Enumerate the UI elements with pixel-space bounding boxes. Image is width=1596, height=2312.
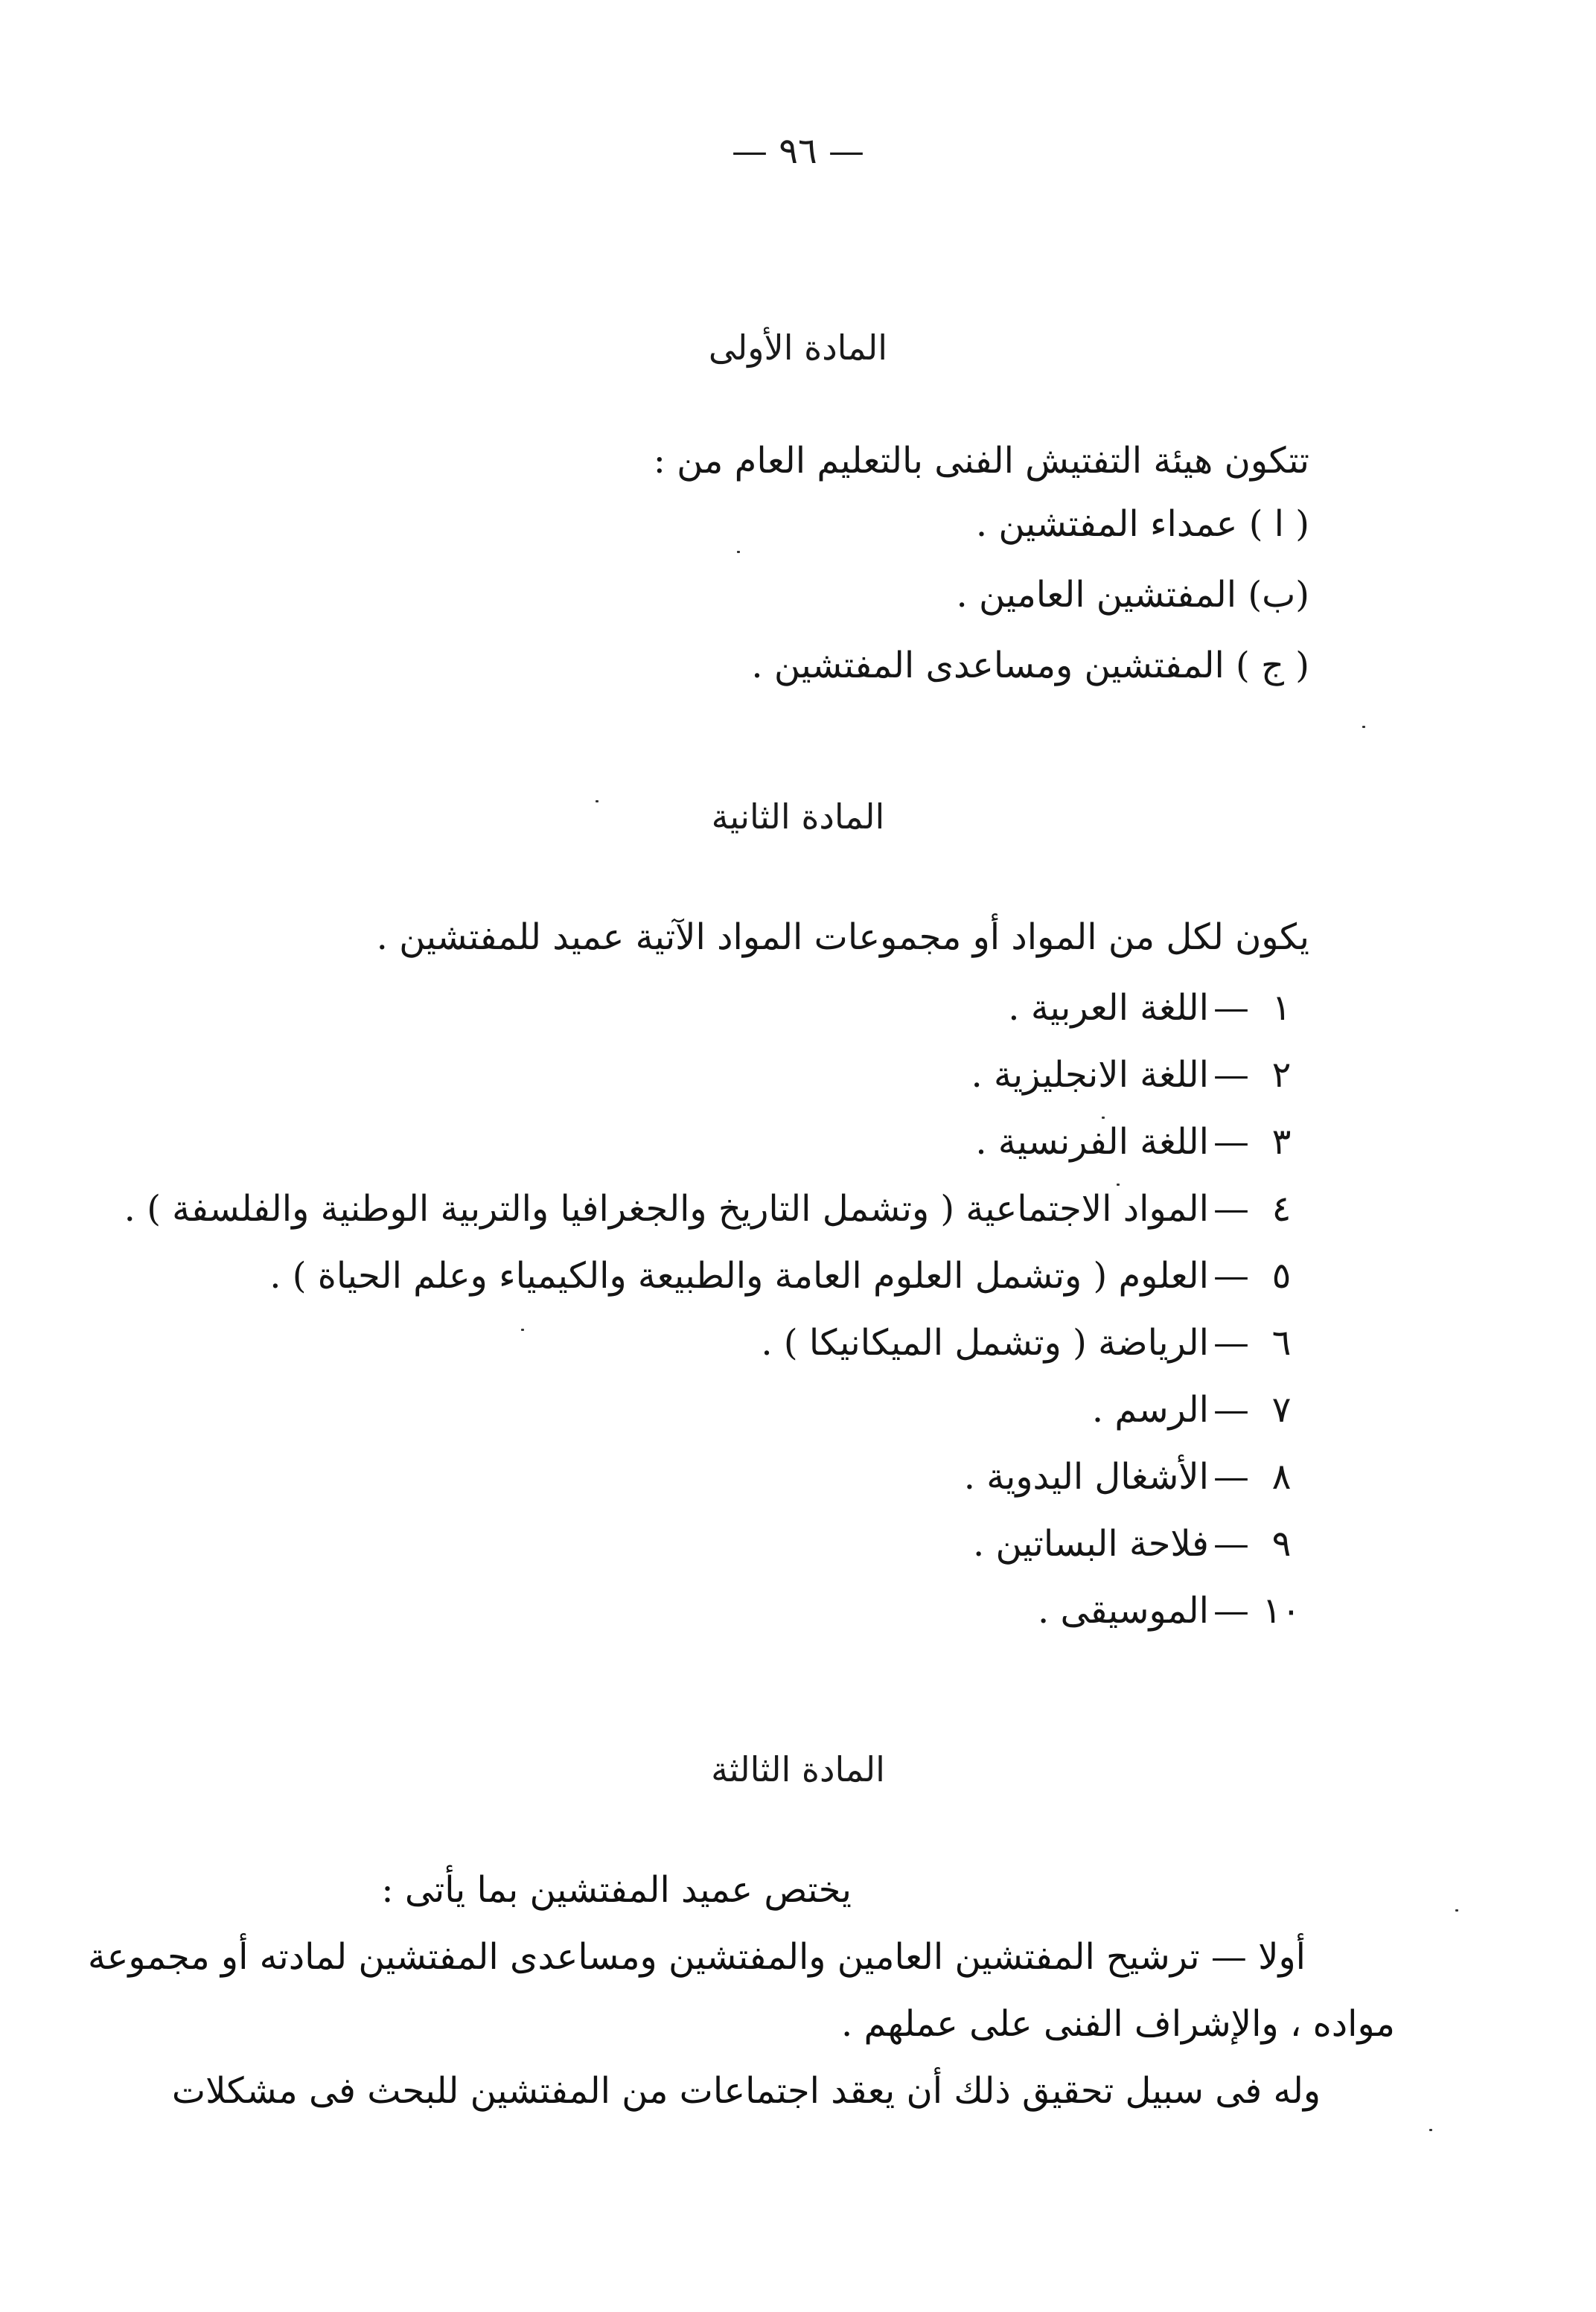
article-3-line-1: أولا — ترشيح المفتشين العامين والمفتشين ومساعدى المفتشين لمادته أو مجموعة — [88, 1936, 1306, 1978]
scan-speck — [596, 800, 598, 802]
scan-speck — [1455, 1909, 1458, 1912]
article-2-item — [1091, 1389, 1309, 1431]
article-1-intro: تتكون هيئة التفتيش الفنى بالتعليم العام من : — [653, 440, 1309, 482]
article-3-line-3: وله فى سبيل تحقيق ذلك أن يعقد اجتماعات من المفتشين للبحث فى مشكلات — [171, 2070, 1321, 2112]
article-2-item — [975, 1121, 1309, 1163]
item-number: ٧ — [1271, 1389, 1292, 1431]
scan-speck — [737, 551, 740, 553]
article-2-item — [1008, 987, 1309, 1029]
article-3-title: المادة الثالثة — [711, 1749, 885, 1789]
item-dash-icon: — — [1213, 1255, 1249, 1297]
item-text: اللغة العربية . — [1008, 987, 1209, 1029]
article-2-item — [124, 1188, 1309, 1230]
item-text: المواد الاجتماعية ( وتشمل التاريخ والجغرافيا والتربية الوطنية والفلسفة ) . — [124, 1188, 1209, 1230]
item-dash-icon: — — [1213, 1590, 1249, 1632]
scan-speck — [1102, 1117, 1105, 1119]
item-text: العلوم ( وتشمل العلوم العامة والطبيعة والكيمياء وعلم الحياة ) . — [269, 1255, 1209, 1297]
item-number: ٢ — [1271, 1054, 1292, 1096]
item-number: ٩ — [1271, 1523, 1292, 1565]
item-text: الموسيقى . — [1037, 1590, 1209, 1632]
article-2-item — [269, 1255, 1309, 1297]
item-number: ٨ — [1271, 1456, 1292, 1498]
article-2-title: المادة الثانية — [711, 796, 885, 837]
scan-speck — [1362, 726, 1365, 728]
item-number: ٣ — [1271, 1121, 1292, 1163]
item-text: الأشغال اليدوية . — [963, 1456, 1209, 1498]
item-number: ١ — [1271, 987, 1292, 1029]
item-dash-icon: — — [1213, 987, 1249, 1029]
article-3-line-2: مواده ، والإشراف الفنى على عملهم . — [841, 2003, 1395, 2045]
item-number: ٥ — [1271, 1255, 1292, 1297]
scan-speck — [1117, 1184, 1120, 1186]
item-dash-icon: — — [1213, 1456, 1249, 1498]
article-1-title: المادة الأولى — [708, 328, 888, 368]
item-text: اللغة الانجليزية . — [971, 1054, 1209, 1096]
item-text: فلاحة البساتين . — [972, 1523, 1209, 1565]
article-2-intro: يكون لكل من المواد أو مجموعات المواد الآتية عميد للمفتشين . — [376, 916, 1309, 958]
article-2-item — [963, 1456, 1309, 1498]
article-2-item — [971, 1054, 1309, 1096]
page-number: — ٩٦ — — [731, 130, 865, 172]
article-1-item-b: (ب) المفتشين العامين . — [956, 574, 1309, 616]
scan-speck — [1429, 2129, 1432, 2131]
item-dash-icon: — — [1213, 1523, 1249, 1565]
item-dash-icon: — — [1213, 1054, 1249, 1096]
scan-speck — [521, 1329, 524, 1331]
item-number: ٤ — [1271, 1188, 1292, 1230]
item-dash-icon: — — [1213, 1322, 1249, 1364]
item-number: ١٠ — [1262, 1590, 1301, 1632]
item-dash-icon: — — [1213, 1389, 1249, 1431]
item-text: اللغة الفرنسية . — [975, 1121, 1209, 1163]
article-3-intro: يختص عميد المفتشين بما يأتى : — [381, 1869, 852, 1911]
item-dash-icon: — — [1213, 1121, 1249, 1163]
article-1-item-a: ( ا ) عمداء المفتشين . — [975, 503, 1309, 545]
item-text: الرسم . — [1091, 1389, 1209, 1431]
article-2-item — [761, 1322, 1309, 1364]
item-text: الرياضة ( وتشمل الميكانيكا ) . — [761, 1322, 1209, 1364]
article-2-item — [1037, 1590, 1309, 1632]
item-number: ٦ — [1271, 1322, 1292, 1364]
item-dash-icon: — — [1213, 1188, 1249, 1230]
article-1-item-c: ( ج ) المفتشين ومساعدى المفتشين . — [751, 645, 1309, 686]
article-2-item — [972, 1523, 1309, 1565]
